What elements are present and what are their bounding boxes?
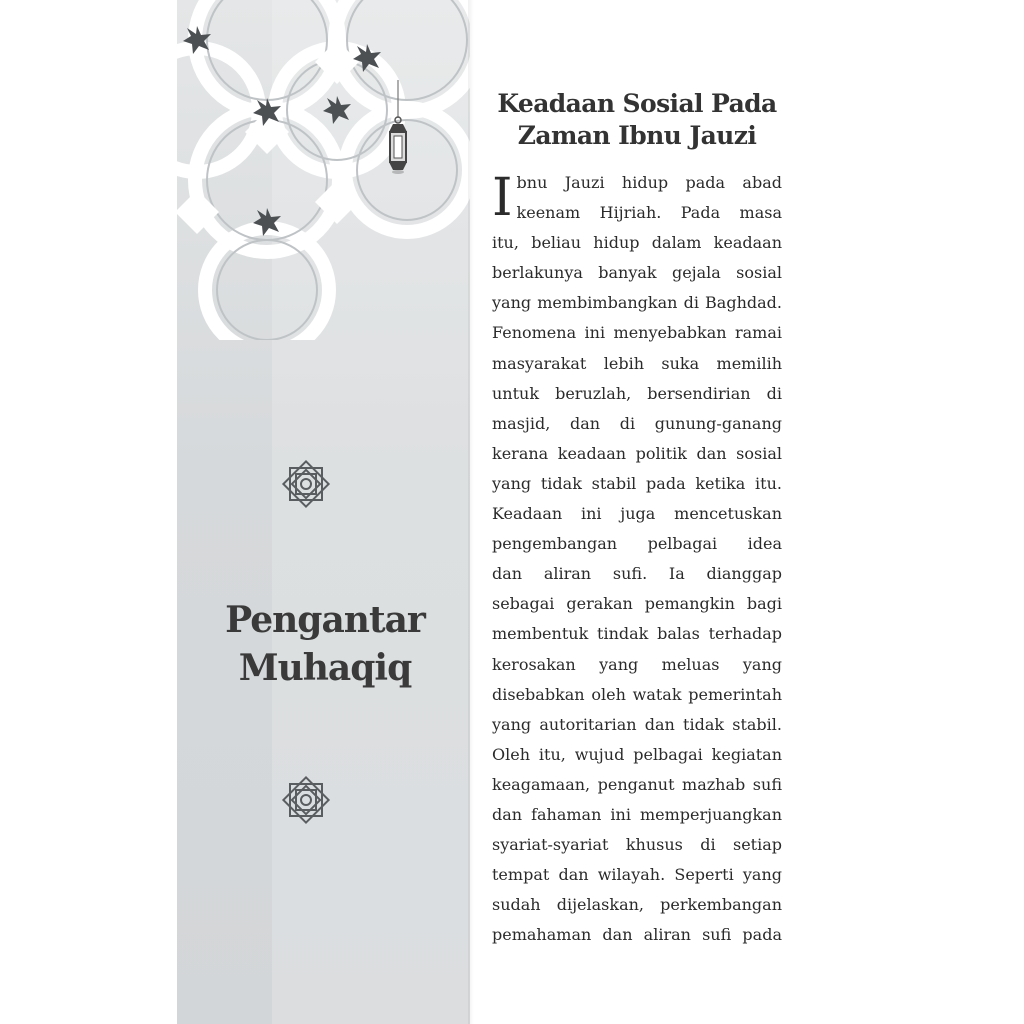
body-line: keagamaan, penganut mazhab sufi [492, 774, 782, 794]
body-line: kerosakan yang meluas yang [492, 654, 782, 674]
hanging-lantern-icon [381, 80, 415, 180]
islamic-knot-icon [277, 771, 335, 829]
body-line: dan aliran sufi. Ia dianggap [492, 564, 782, 584]
section-title-line2: Muhaqiq [238, 647, 412, 689]
body-line: sudah dijelaskan, perkembangan [492, 895, 782, 915]
body-line: Fenomena ini menyebabkan ramai [492, 323, 782, 343]
body-line: bnu Jauzi hidup pada abad [516, 173, 782, 192]
body-line: syariat-syariat khusus di setiap [492, 835, 782, 855]
decorative-sidebar [177, 0, 470, 1024]
islamic-knot-icon [277, 455, 335, 513]
article-heading-line1: Keadaan Sosial Pada [497, 89, 777, 118]
article-body [492, 168, 782, 950]
body-line: dan fahaman ini memperjuangkan [492, 804, 782, 824]
section-title-line1: Pengantar [225, 599, 425, 641]
spine-shadow [468, 0, 474, 1024]
drop-cap: I [492, 168, 513, 228]
article-heading [492, 88, 782, 152]
body-line: sebagai gerakan pemangkin bagi [492, 594, 782, 614]
body-line: berlakunya banyak gejala sosial [492, 263, 782, 283]
body-line: kerana keadaan politik dan sosial [492, 443, 782, 463]
arabesque-pattern-icon [177, 0, 470, 340]
body-line: Oleh itu, wujud pelbagai kegiatan [492, 744, 782, 764]
article-heading-line2: Zaman Ibnu Jauzi [517, 121, 757, 150]
body-line: yang tidak stabil pada ketika itu. [492, 473, 782, 493]
body-line: untuk beruzlah, bersendirian di [492, 383, 782, 403]
body-line: tempat dan wilayah. Seperti yang [492, 865, 782, 885]
body-line: Keadaan ini juga mencetuskan [492, 504, 782, 524]
body-line: disebabkan oleh watak pemerintah [492, 684, 782, 704]
page-margin [845, 0, 1024, 1024]
body-line: yang membimbangkan di Baghdad. [492, 293, 782, 313]
body-line: pengembangan pelbagai idea [492, 534, 782, 554]
body-line: keenam Hijriah. Pada masa [516, 203, 782, 223]
body-line: itu, beliau hidup dalam keadaan [492, 233, 782, 253]
section-title [197, 596, 453, 692]
body-line: yang autoritarian dan tidak stabil. [492, 714, 782, 734]
body-line: masyarakat lebih suka memilih [492, 353, 782, 373]
body-line: membentuk tindak balas terhadap [492, 624, 782, 644]
body-line: masjid, dan di gunung-ganang [492, 413, 782, 433]
body-line: pemahaman dan aliran sufi pada [492, 925, 782, 945]
